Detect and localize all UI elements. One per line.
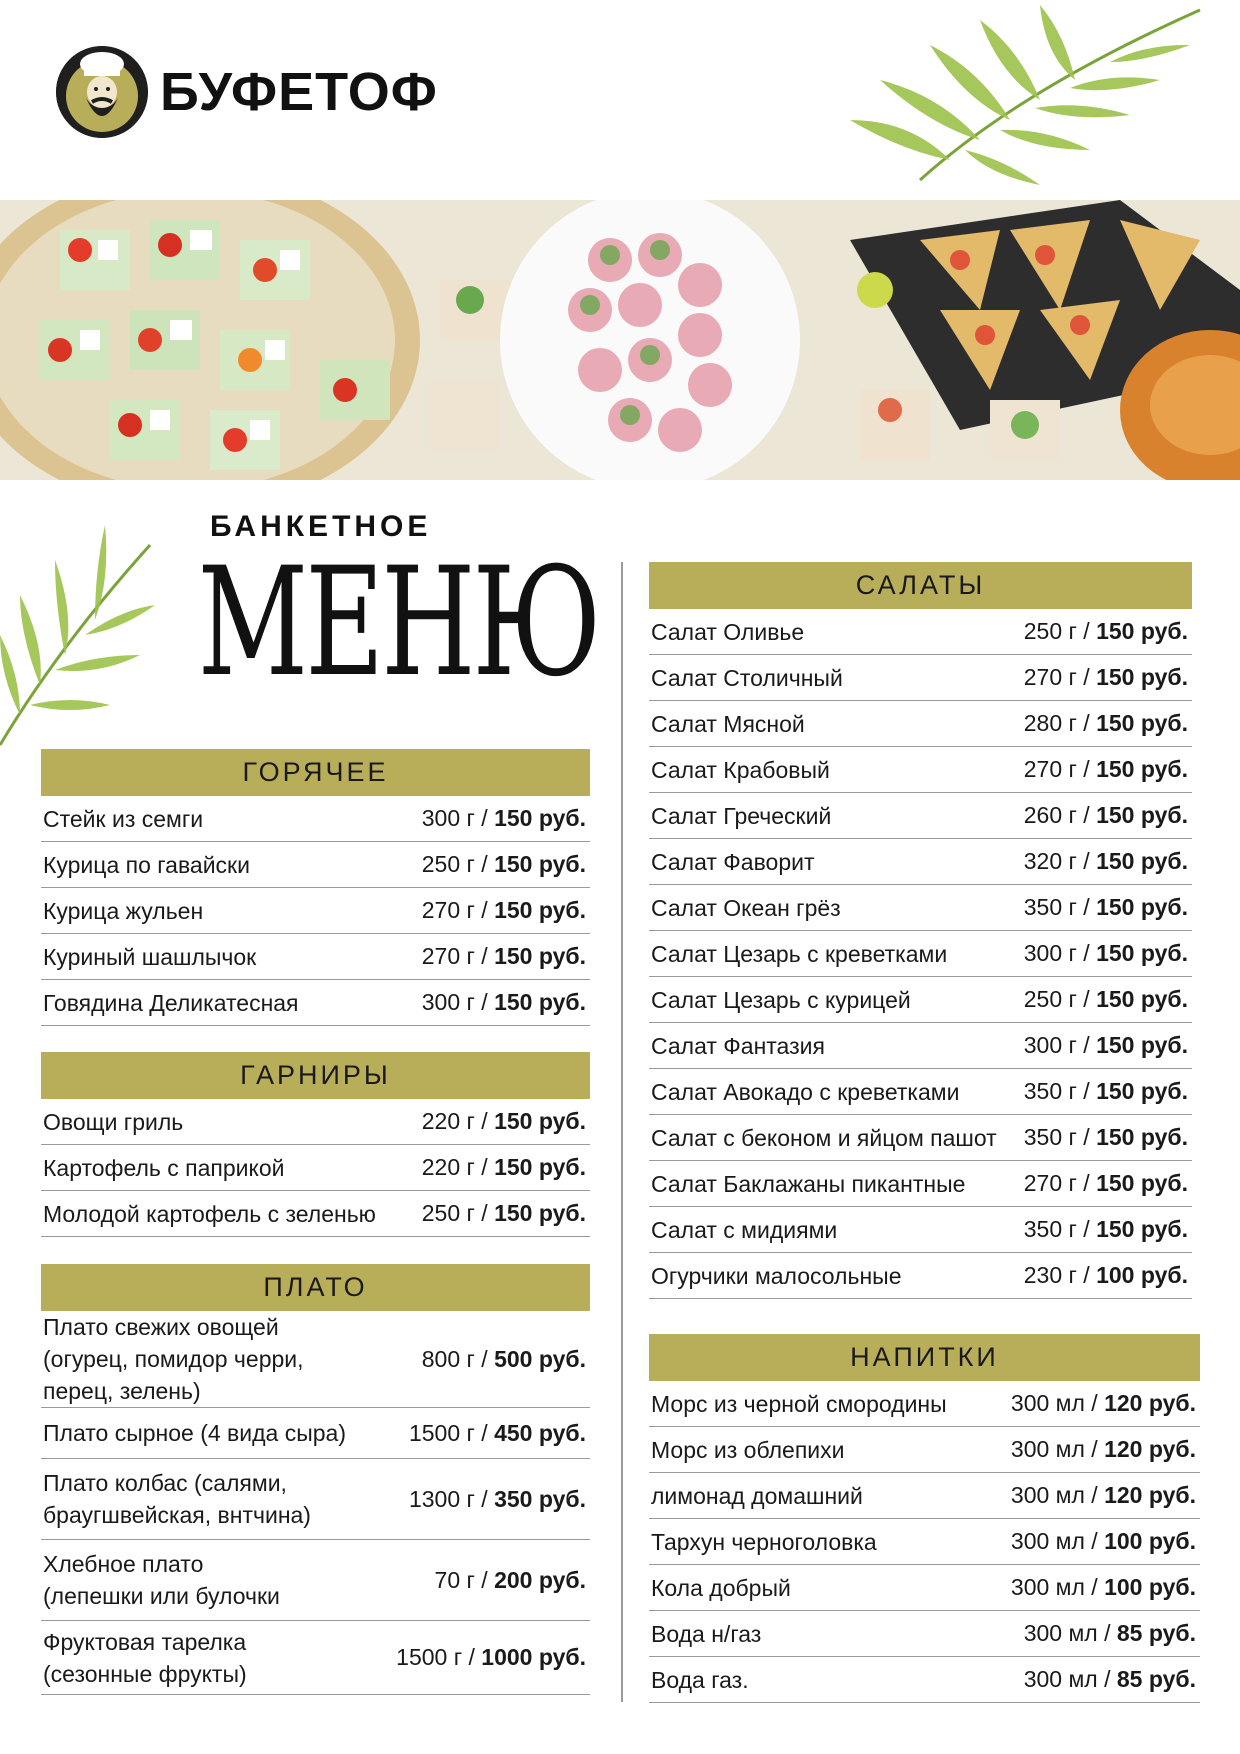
menu-item-name: Плато сырное (4 вида сыра) (43, 1420, 346, 1446)
menu-item-row (649, 1427, 1200, 1473)
menu-item-cost: 500 руб. (494, 1345, 586, 1372)
menu-item-name: Картофель с паприкой (43, 1154, 285, 1181)
menu-item-weight: 70 г / (434, 1566, 495, 1593)
menu-item-row (649, 885, 1192, 931)
title-banquet: БАНКЕТНОЕ (210, 510, 432, 543)
menu-item-price (1024, 1216, 1188, 1243)
menu-item-name: Салат с мидиями (651, 1216, 838, 1243)
menu-item-price (1024, 802, 1188, 829)
menu-item-cost: 150 руб. (494, 897, 586, 923)
menu-item-price (1024, 756, 1188, 783)
menu-item-row (41, 934, 590, 980)
menu-item-row (41, 888, 590, 934)
menu-item-row (41, 1540, 590, 1621)
menu-item-price (1024, 1620, 1196, 1647)
menu-item-row (649, 1161, 1192, 1207)
menu-item-row (649, 701, 1192, 747)
section-title: ГАРНИРЫ (41, 1052, 590, 1099)
menu-item-weight: 300 г / (1023, 940, 1097, 966)
menu-item-weight: 300 мл / (1010, 1436, 1105, 1462)
menu-item-name: Салат с беконом и яйцом пашот (651, 1124, 997, 1151)
menu-item-weight: 220 г / (421, 1154, 495, 1180)
menu-item-cost: 150 руб. (494, 1200, 586, 1226)
menu-item-cost: 150 руб. (1096, 1170, 1188, 1196)
menu-item-cost: 85 руб. (1116, 1666, 1196, 1692)
brand-logo (56, 46, 438, 138)
menu-item-cost: 120 руб. (1104, 1390, 1196, 1416)
menu-item-name: Салат Мясной (651, 710, 805, 737)
menu-item-row (41, 1099, 590, 1145)
menu-item-row (649, 839, 1192, 885)
menu-item-cost: 100 руб. (1104, 1574, 1196, 1600)
menu-item-cost: 150 руб. (1096, 756, 1188, 782)
menu-item-cost: 150 руб. (494, 1154, 586, 1180)
menu-item-name: Салат Авокадо с креветками (651, 1078, 960, 1105)
menu-item-row (649, 1473, 1200, 1519)
menu-item-weight: 320 г / (1023, 848, 1097, 874)
menu-item-price (1024, 710, 1188, 737)
menu-item-weight: 1300 г / (408, 1485, 495, 1512)
menu-item-price (1011, 1574, 1196, 1601)
menu-item-price (1011, 1528, 1196, 1555)
menu-item-price (1024, 894, 1188, 921)
menu-item-row (649, 931, 1192, 977)
menu-item-weight: 300 мл / (1010, 1482, 1105, 1508)
palm-leaf-decoration (790, 0, 1220, 200)
menu-item-name: Тархун черноголовка (651, 1528, 877, 1555)
menu-item-cost: 150 руб. (1096, 1078, 1188, 1104)
section-drinks (649, 1334, 1200, 1703)
menu-item-price (1024, 1078, 1188, 1105)
menu-item-price (1024, 1170, 1188, 1197)
menu-item-weight: 300 г / (421, 805, 495, 831)
menu-item-row (649, 1519, 1200, 1565)
menu-item-row (41, 1145, 590, 1191)
menu-item-weight: 250 г / (1023, 618, 1097, 644)
menu-item-price (422, 989, 586, 1016)
menu-item-row (649, 609, 1192, 655)
menu-item-weight: 270 г / (1023, 1170, 1097, 1196)
menu-item-row (649, 1565, 1200, 1611)
menu-item-weight: 260 г / (1023, 802, 1097, 828)
menu-item-row (41, 842, 590, 888)
menu-item-row (41, 1191, 590, 1237)
brand-name: БУФЕТОФ (160, 62, 438, 122)
menu-item-price (435, 1567, 586, 1594)
menu-item-cost: 1000 руб. (481, 1644, 586, 1670)
menu-item-cost: 150 руб. (494, 851, 586, 877)
menu-item-cost: 150 руб. (1096, 848, 1188, 874)
menu-item-weight: 350 г / (1023, 1216, 1097, 1242)
menu-item-cost: 120 руб. (1104, 1436, 1196, 1462)
menu-item-row (649, 1069, 1192, 1115)
menu-item-price (1024, 1124, 1188, 1151)
menu-item-weight: 800 г / (421, 1345, 495, 1372)
menu-item-price (422, 1346, 586, 1373)
menu-item-name: Вода газ. (651, 1666, 749, 1693)
menu-item-price (422, 943, 586, 970)
menu-item-name: Курица по гавайски (43, 851, 250, 878)
menu-item-cost: 150 руб. (1096, 1032, 1188, 1058)
menu-item-price (1024, 848, 1188, 875)
menu-item-row (649, 655, 1192, 701)
menu-item-name: Курица жульен (43, 897, 204, 924)
menu-item-name: Овощи гриль (43, 1108, 184, 1135)
menu-item-price (1024, 1032, 1188, 1059)
menu-item-cost: 120 руб. (1104, 1482, 1196, 1508)
palm-leaf-decoration-left (0, 505, 160, 765)
menu-item-name: Говядина Деликатесная (43, 989, 299, 1016)
menu-item-name: Огурчики малосольные (651, 1262, 902, 1289)
menu-item-name: Салат Оливье (651, 618, 805, 645)
menu-item-cost: 150 руб. (1096, 1216, 1188, 1242)
menu-item-name: Кола добрый (651, 1574, 791, 1601)
menu-item-name: Стейк из семги (43, 805, 204, 832)
menu-item-row (649, 1611, 1200, 1657)
menu-item-cost: 150 руб. (1096, 894, 1188, 920)
menu-item-row (41, 796, 590, 842)
menu-item-cost: 85 руб. (1116, 1620, 1196, 1646)
menu-item-name: Вода н/газ (651, 1620, 762, 1647)
menu-item-name: Салат Греческий (651, 802, 832, 829)
section-title: ПЛАТО (41, 1264, 590, 1311)
menu-item-row (649, 1381, 1200, 1427)
column-divider (621, 562, 623, 1702)
menu-item-name: Плато свежих овощей (огурец, помидор черри, перец, зелень) (43, 1314, 304, 1404)
menu-item-name: Хлебное плато (лепешки или булочки (43, 1551, 280, 1609)
menu-item-weight: 300 мл / (1010, 1390, 1105, 1416)
menu-item-weight: 300 г / (421, 989, 495, 1015)
menu-item-weight: 1500 г / (396, 1644, 482, 1670)
menu-item-row (41, 1621, 590, 1695)
menu-item-weight: 300 г / (1023, 1032, 1097, 1058)
menu-item-weight: 270 г / (421, 943, 495, 969)
menu-item-row (649, 747, 1192, 793)
menu-item-weight: 350 г / (1023, 1124, 1097, 1150)
menu-item-name: Салат Баклажаны пикантные (651, 1170, 966, 1197)
menu-item-cost: 150 руб. (494, 989, 586, 1015)
menu-item-row (649, 1023, 1192, 1069)
menu-item-price (1011, 1436, 1196, 1463)
menu-item-cost: 100 руб. (1096, 1262, 1188, 1288)
menu-item-row (649, 1253, 1192, 1299)
title-menu: МЕНЮ (197, 536, 599, 710)
menu-item-cost: 350 руб. (494, 1485, 586, 1512)
menu-item-cost: 200 руб. (494, 1566, 586, 1593)
menu-item-name: Куриный шашлычок (43, 943, 257, 970)
menu-item-cost: 150 руб. (1096, 986, 1188, 1012)
section-title: САЛАТЫ (649, 562, 1192, 609)
menu-item-price (422, 1154, 586, 1181)
menu-item-name: Салат Фантазия (651, 1032, 825, 1059)
menu-item-row (41, 1408, 590, 1459)
menu-item-name: Морс из облепихи (651, 1436, 845, 1463)
menu-item-price (409, 1486, 586, 1513)
menu-item-price (409, 1420, 586, 1447)
menu-item-weight: 300 мл / (1023, 1666, 1117, 1692)
menu-item-name: лимонад домашний (651, 1482, 863, 1509)
section-hot (41, 749, 590, 1026)
menu-item-cost: 150 руб. (1096, 664, 1188, 690)
menu-item-name: Фруктовая тарелка (сезонные фрукты) (43, 1628, 247, 1687)
menu-item-price (1011, 1390, 1196, 1417)
menu-item-row (41, 1459, 590, 1540)
menu-item-name: Молодой картофель с зеленью (43, 1200, 376, 1227)
menu-item-weight: 1500 г / (408, 1419, 495, 1446)
section-plates (41, 1264, 590, 1695)
menu-item-price (422, 805, 586, 832)
menu-item-row (649, 793, 1192, 839)
menu-item-row (649, 977, 1192, 1023)
menu-item-price (422, 1200, 586, 1227)
menu-item-weight: 350 г / (1023, 894, 1097, 920)
menu-item-name: Морс из черной смородины (651, 1390, 947, 1417)
menu-item-price (1024, 940, 1188, 967)
menu-item-row (41, 980, 590, 1026)
menu-item-cost: 150 руб. (1096, 802, 1188, 828)
menu-item-cost: 100 руб. (1104, 1528, 1196, 1554)
menu-item-row (41, 1311, 590, 1408)
menu-item-cost: 150 руб. (494, 1108, 586, 1134)
menu-item-weight: 220 г / (421, 1108, 495, 1134)
menu-item-name: Салат Цезарь с курицей (651, 986, 911, 1013)
menu-item-weight: 270 г / (1023, 664, 1097, 690)
menu-item-price (1024, 986, 1188, 1013)
section-salads (649, 562, 1192, 1299)
menu-item-cost: 150 руб. (1096, 940, 1188, 966)
menu-item-name: Салат Крабовый (651, 756, 830, 783)
menu-item-cost: 150 руб. (1096, 1124, 1188, 1150)
menu-item-price (422, 1108, 586, 1135)
menu-item-weight: 300 мл / (1023, 1620, 1117, 1646)
menu-item-price (1024, 618, 1188, 645)
menu-item-price (1011, 1482, 1196, 1509)
menu-item-weight: 300 мл / (1010, 1574, 1105, 1600)
menu-item-weight: 280 г / (1023, 710, 1097, 736)
menu-item-name: Салат Столичный (651, 664, 843, 691)
menu-item-weight: 250 г / (421, 851, 495, 877)
menu-item-price (422, 897, 586, 924)
menu-item-row (649, 1115, 1192, 1161)
section-title: ГОРЯЧЕЕ (41, 749, 590, 796)
menu-item-weight: 350 г / (1023, 1078, 1097, 1104)
menu-item-weight: 270 г / (1023, 756, 1097, 782)
menu-item-weight: 230 г / (1023, 1262, 1097, 1288)
menu-item-weight: 300 мл / (1010, 1528, 1105, 1554)
menu-item-row (649, 1657, 1200, 1703)
section-sides (41, 1052, 590, 1237)
menu-item-name: Плато колбас (салями, браугшвейская, внтчина) (43, 1470, 311, 1528)
menu-item-cost: 150 руб. (494, 943, 586, 969)
menu-item-name: Салат Фаворит (651, 848, 815, 875)
menu-item-price (1024, 1666, 1196, 1693)
menu-item-price (1024, 1262, 1188, 1289)
buffet-food-photo (0, 200, 1240, 480)
menu-item-price (396, 1644, 586, 1671)
menu-item-weight: 250 г / (421, 1200, 495, 1226)
menu-item-row (649, 1207, 1192, 1253)
menu-item-name: Салат Океан грёз (651, 894, 841, 921)
chef-face-icon (56, 46, 148, 138)
menu-item-cost: 150 руб. (1096, 618, 1188, 644)
menu-item-cost: 150 руб. (494, 805, 586, 831)
menu-item-weight: 270 г / (421, 897, 495, 923)
menu-item-weight: 250 г / (1023, 986, 1097, 1012)
menu-item-name: Салат Цезарь с креветками (651, 940, 948, 967)
menu-item-cost: 150 руб. (1096, 710, 1188, 736)
section-title: НАПИТКИ (649, 1334, 1200, 1381)
menu-item-cost: 450 руб. (494, 1419, 586, 1446)
menu-item-price (422, 851, 586, 878)
menu-item-price (1024, 664, 1188, 691)
